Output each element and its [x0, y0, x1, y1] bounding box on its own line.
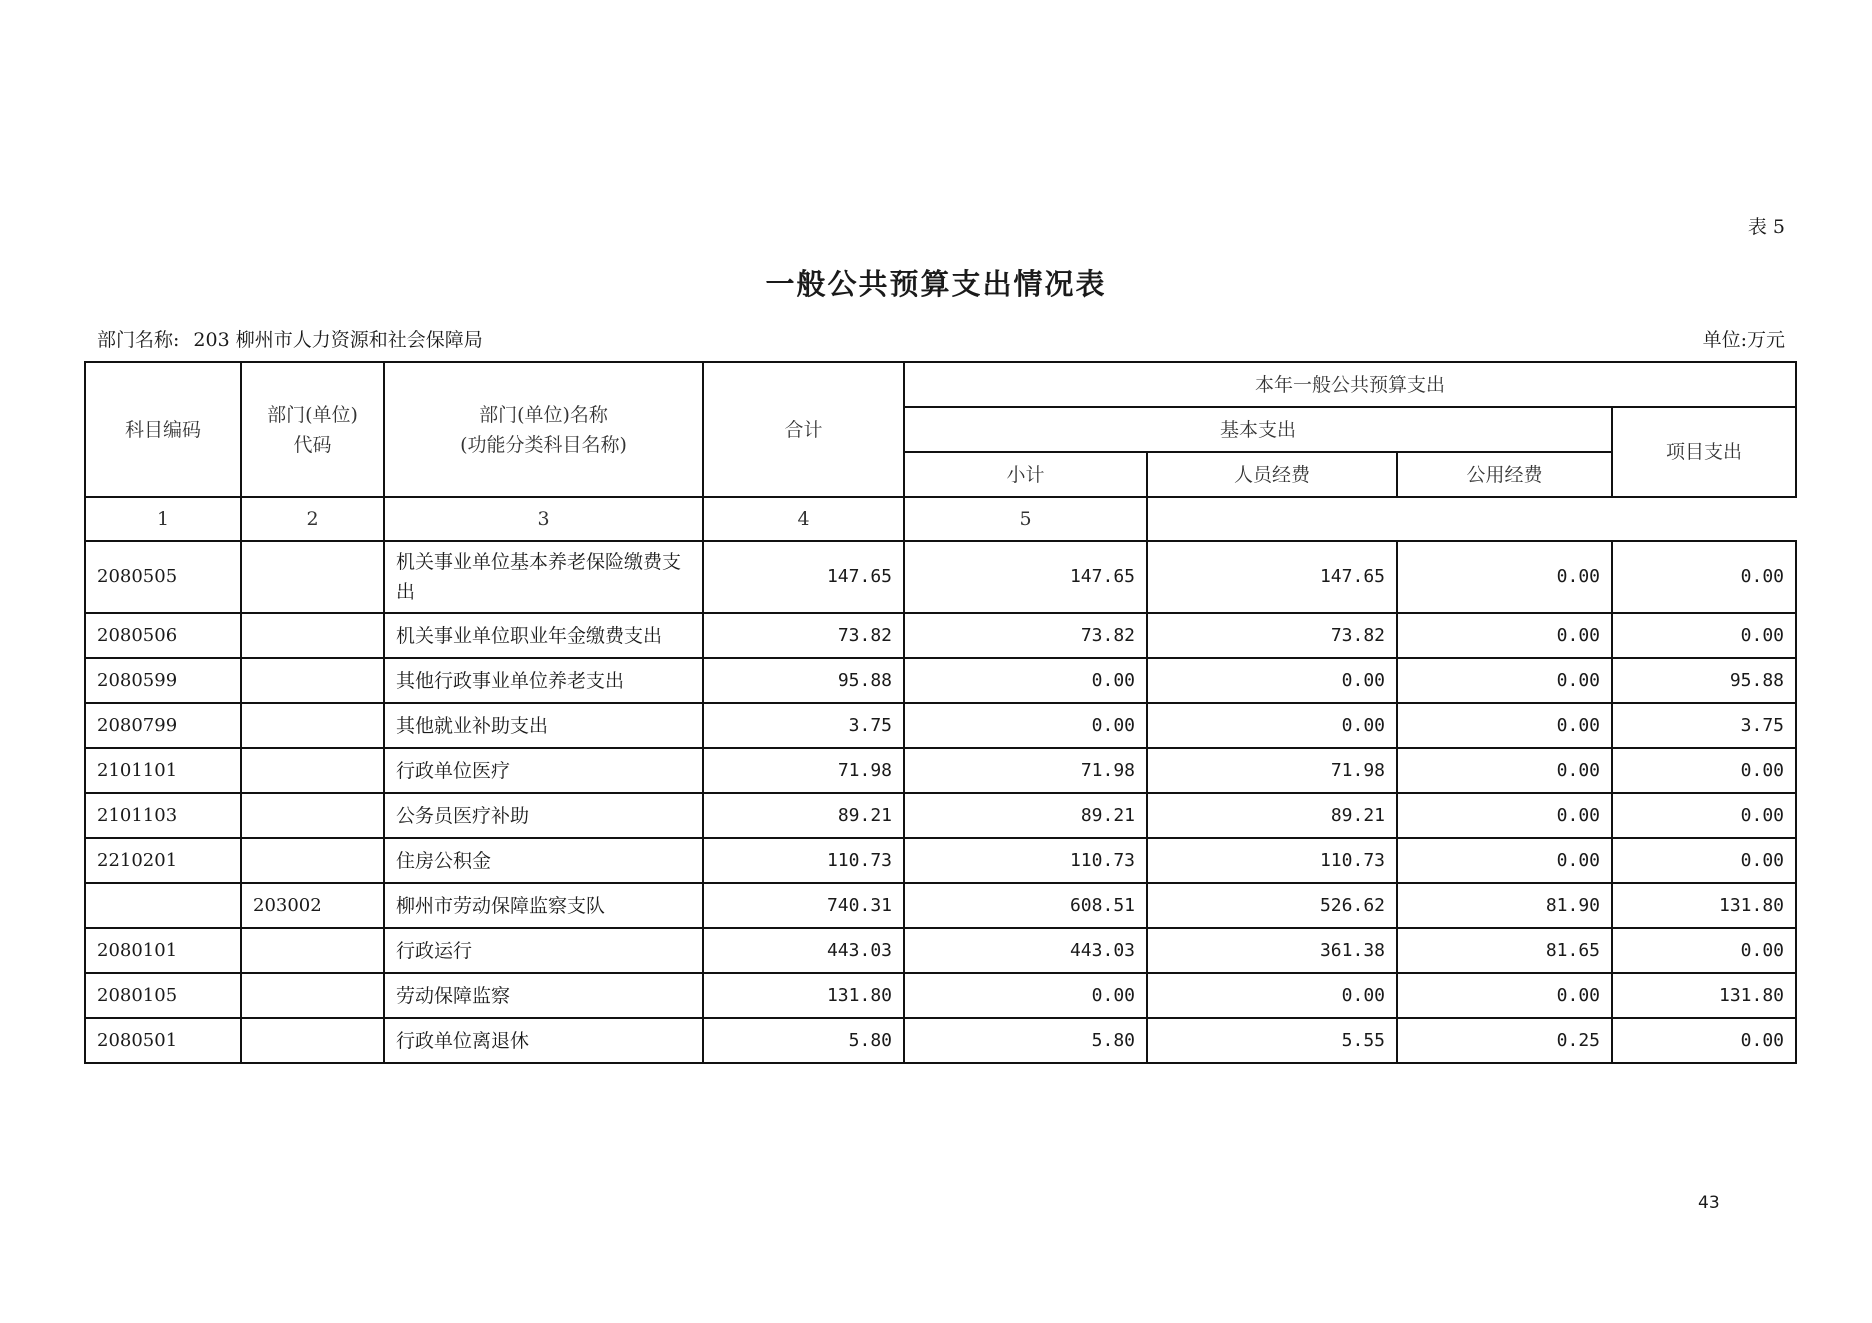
total-cell: 443.03 [703, 928, 904, 973]
project-cell: 131.80 [1612, 883, 1796, 928]
total-cell: 147.65 [703, 541, 904, 613]
dept-code-cell [241, 928, 384, 973]
personnel-cell: 361.38 [1147, 928, 1397, 973]
item-name-cell: 劳动保障监察 [384, 973, 703, 1018]
public-cell: 0.00 [1397, 613, 1612, 658]
personnel-cell: 73.82 [1147, 613, 1397, 658]
header-index-5: 5 [904, 497, 1147, 541]
personnel-cell: 110.73 [1147, 838, 1397, 883]
department-line [97, 325, 483, 352]
subject-code-cell: 2080505 [85, 541, 241, 613]
personnel-cell: 526.62 [1147, 883, 1397, 928]
header-total: 合计 [703, 362, 904, 497]
subtotal-cell: 608.51 [904, 883, 1147, 928]
item-name-cell: 行政单位离退休 [384, 1018, 703, 1063]
project-cell: 0.00 [1612, 1018, 1796, 1063]
table-row [85, 928, 1796, 973]
subtotal-cell: 0.00 [904, 658, 1147, 703]
header-dept-code: 部门(单位) 代码 [241, 362, 384, 497]
header-index-4: 4 [703, 497, 904, 541]
public-cell: 0.25 [1397, 1018, 1612, 1063]
item-name-cell: 公务员医疗补助 [384, 793, 703, 838]
subtotal-cell: 110.73 [904, 838, 1147, 883]
personnel-cell: 0.00 [1147, 703, 1397, 748]
header-personnel: 人员经费 [1147, 452, 1397, 497]
table-row [85, 613, 1796, 658]
personnel-cell: 5.55 [1147, 1018, 1397, 1063]
subtotal-cell: 0.00 [904, 973, 1147, 1018]
public-cell: 81.90 [1397, 883, 1612, 928]
project-cell: 0.00 [1612, 838, 1796, 883]
header-public: 公用经费 [1397, 452, 1612, 497]
table-body [85, 541, 1796, 1063]
subject-code-cell: 2080105 [85, 973, 241, 1018]
subject-code-cell: 2080799 [85, 703, 241, 748]
header-index-1: 1 [85, 497, 241, 541]
total-cell: 95.88 [703, 658, 904, 703]
header-dept-name: 部门(单位)名称 (功能分类科目名称) [384, 362, 703, 497]
table-number: 表 5 [1747, 216, 1785, 238]
subtotal-cell: 147.65 [904, 541, 1147, 613]
dept-code-cell: 203002 [241, 883, 384, 928]
header-index-3: 3 [384, 497, 703, 541]
table-row [85, 838, 1796, 883]
subject-code-cell: 2080599 [85, 658, 241, 703]
item-name-cell: 其他就业补助支出 [384, 703, 703, 748]
subject-code-cell: 2080506 [85, 613, 241, 658]
subject-code-cell: 2210201 [85, 838, 241, 883]
page-title: 一般公共预算支出情况表 [765, 267, 1107, 301]
header-general-budget: 本年一般公共预算支出 [904, 362, 1796, 407]
project-cell: 0.00 [1612, 928, 1796, 973]
total-cell: 110.73 [703, 838, 904, 883]
subject-code-cell: 2101103 [85, 793, 241, 838]
project-cell: 131.80 [1612, 973, 1796, 1018]
public-cell: 0.00 [1397, 973, 1612, 1018]
unit-label: 单位:万元 [1702, 329, 1785, 351]
project-cell: 0.00 [1612, 793, 1796, 838]
item-name-cell: 柳州市劳动保障监察支队 [384, 883, 703, 928]
public-cell: 0.00 [1397, 703, 1612, 748]
project-cell: 0.00 [1612, 613, 1796, 658]
dept-code-cell [241, 703, 384, 748]
table-row [85, 658, 1796, 703]
total-cell: 5.80 [703, 1018, 904, 1063]
subtotal-cell: 71.98 [904, 748, 1147, 793]
public-cell: 0.00 [1397, 658, 1612, 703]
total-cell: 131.80 [703, 973, 904, 1018]
subject-code-cell: 2080101 [85, 928, 241, 973]
personnel-cell: 71.98 [1147, 748, 1397, 793]
subtotal-cell: 73.82 [904, 613, 1147, 658]
subject-code-cell: 2080501 [85, 1018, 241, 1063]
page-number: 43 [1698, 1193, 1720, 1213]
item-name-cell: 机关事业单位基本养老保险缴费支出 [384, 541, 703, 613]
total-cell: 71.98 [703, 748, 904, 793]
dept-code-cell [241, 748, 384, 793]
dept-code-cell [241, 1018, 384, 1063]
department-name: 203 柳州市人力资源和社会保障局 [193, 329, 483, 351]
table-row [85, 973, 1796, 1018]
total-cell: 89.21 [703, 793, 904, 838]
item-name-cell: 行政单位医疗 [384, 748, 703, 793]
budget-table [84, 361, 1797, 1064]
dept-code-cell [241, 613, 384, 658]
public-cell: 0.00 [1397, 838, 1612, 883]
personnel-cell: 147.65 [1147, 541, 1397, 613]
dept-code-cell [241, 658, 384, 703]
item-name-cell: 其他行政事业单位养老支出 [384, 658, 703, 703]
public-cell: 0.00 [1397, 793, 1612, 838]
table-row [85, 1018, 1796, 1063]
total-cell: 740.31 [703, 883, 904, 928]
item-name-cell: 机关事业单位职业年金缴费支出 [384, 613, 703, 658]
header-project-expenditure: 项目支出 [1612, 407, 1796, 497]
header-basic-expenditure: 基本支出 [904, 407, 1612, 452]
public-cell: 0.00 [1397, 748, 1612, 793]
item-name-cell: 住房公积金 [384, 838, 703, 883]
dept-code-cell [241, 541, 384, 613]
dept-code-cell [241, 973, 384, 1018]
table-row [85, 748, 1796, 793]
subtotal-cell: 0.00 [904, 703, 1147, 748]
personnel-cell: 0.00 [1147, 973, 1397, 1018]
total-cell: 73.82 [703, 613, 904, 658]
dept-code-cell [241, 838, 384, 883]
project-cell: 95.88 [1612, 658, 1796, 703]
subject-code-cell: 2101101 [85, 748, 241, 793]
public-cell: 0.00 [1397, 541, 1612, 613]
total-cell: 3.75 [703, 703, 904, 748]
dept-code-cell [241, 793, 384, 838]
item-name-cell: 行政运行 [384, 928, 703, 973]
subtotal-cell: 89.21 [904, 793, 1147, 838]
subtotal-cell: 5.80 [904, 1018, 1147, 1063]
table-row [85, 541, 1796, 613]
header-subject-code: 科目编码 [85, 362, 241, 497]
personnel-cell: 89.21 [1147, 793, 1397, 838]
project-cell: 0.00 [1612, 748, 1796, 793]
header-subtotal: 小计 [904, 452, 1147, 497]
personnel-cell: 0.00 [1147, 658, 1397, 703]
project-cell: 3.75 [1612, 703, 1796, 748]
subtotal-cell: 443.03 [904, 928, 1147, 973]
department-label: 部门名称: [97, 329, 180, 351]
project-cell: 0.00 [1612, 541, 1796, 613]
table-row [85, 883, 1796, 928]
table-row [85, 703, 1796, 748]
table-row [85, 793, 1796, 838]
subject-code-cell [85, 883, 241, 928]
header-index-2: 2 [241, 497, 384, 541]
public-cell: 81.65 [1397, 928, 1612, 973]
